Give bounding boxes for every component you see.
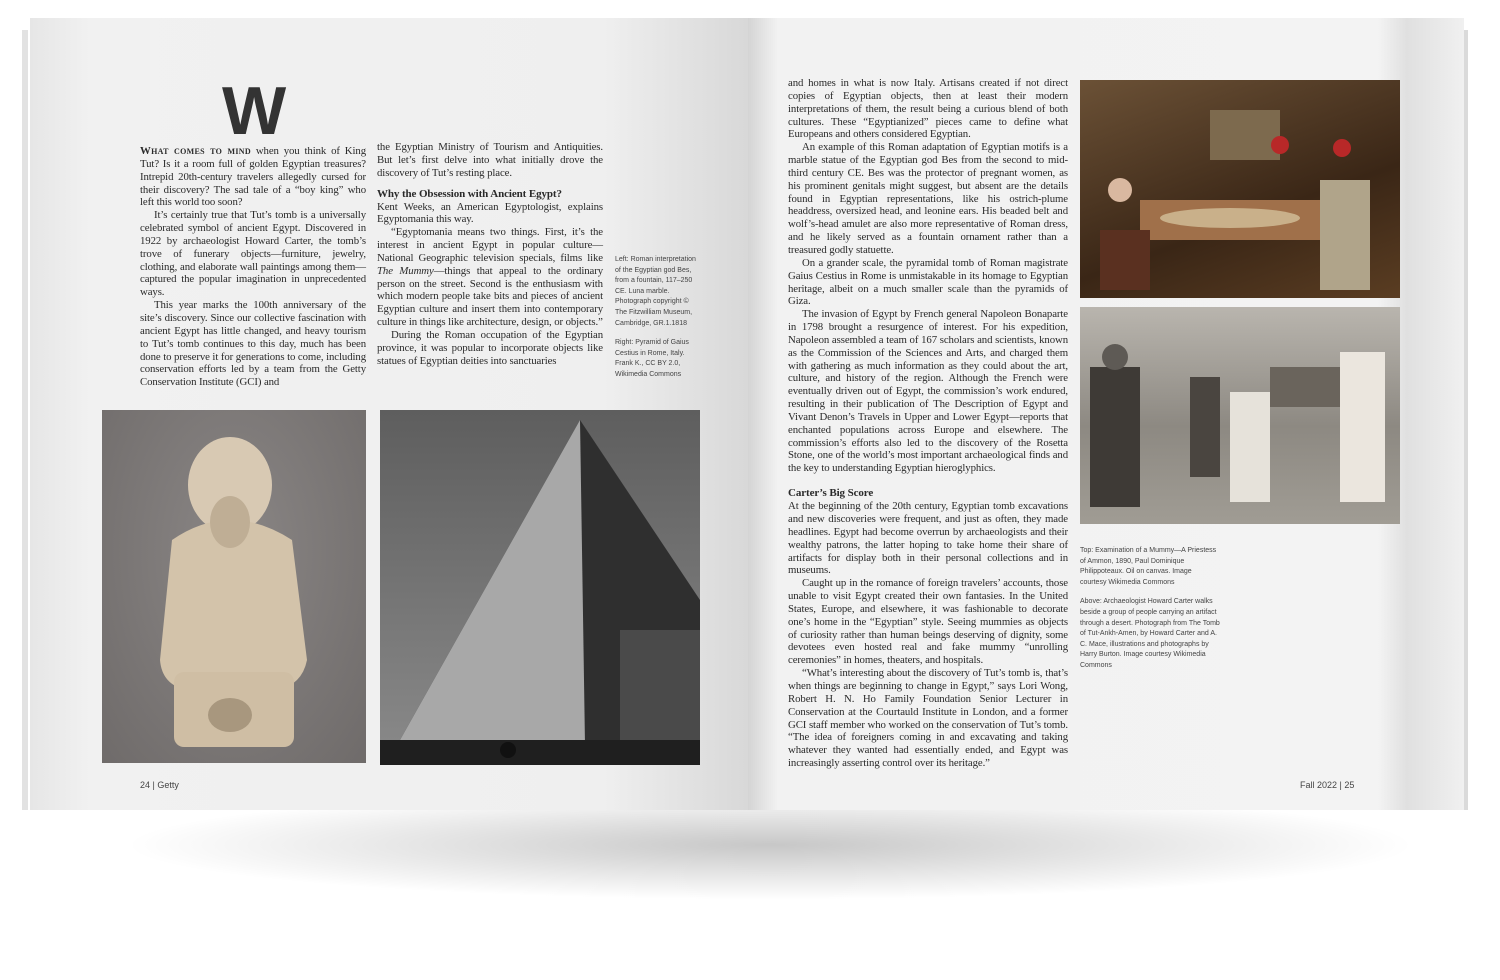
page-edges-left (22, 30, 28, 810)
page-footer-left: 24 | Getty (140, 780, 179, 790)
howard-carter-photograph (1080, 307, 1400, 524)
caption-above: Above: Archaeologist Howard Carter walks beside a group of people carrying an artifact through a desert. Photograph from The Tomb of Tut-Ankh-Amen, by Howard Carter and A. C. Mace, illustrations and photographs by Harry Burton. Image courtesy Wikimedia Commons (1080, 598, 1220, 669)
paragraph: Caught up in the romance of foreign travelers’ accounts, those unable to visit Egypt created their own fantasies. In the United States, Europe, and elsewhere, it was fashionable to decorate one’s home in the “Egyptian” style. Seeing mummies as objects of curiosity rather than human beings deserving of dignity, some devotees even hosted real and fake mummy “unrolling ceremonies” in homes, theaters, and hospitals. (788, 577, 1068, 667)
paragraph: Kent Weeks, an American Egyptologist, explains Egyptomania this way. (377, 200, 603, 226)
paragraph: At the beginning of the 20th century, Egyptian tomb excavations and new discoveries were frequent, and just as often, they made headlines. Egypt had become overrun by archaeologists and their wealthy patrons, the latter hoping to take home their share of artifacts for display both in their personal collections and in museums. (788, 500, 1068, 577)
left-column-2 (377, 141, 603, 368)
bes-statue-image (102, 410, 366, 763)
caption-right: Right: Pyramid of Gaius Cestius in Rome, Italy. Frank K., CC BY 2.0, Wikimedia Commons (615, 339, 689, 378)
paragraph: During the Roman occupation of the Egyptian province, it was popular to incorporate objects like statues of Egyptian deities into sanctuaries (377, 328, 603, 367)
paragraph: the Egyptian Ministry of Tourism and Antiquities. But let’s first delve into what initially drove the discovery of Tut’s resting place. (377, 141, 603, 179)
paragraph: An example of this Roman adaptation of Egyptian motifs is a marble statue of the Egyptian god Bes from the second to mid-third century CE. Bes was the protector of pregnant women, as his prominent genitals might suggest, but absent are the details found in Egyptian representations, like his ostrich-plume headdress, oversized head, and leonine ears. His beaded belt and wolf’s-head amulet are also more representative of Roman dress, and he likely served as a fountain ornament rather than a treasured godly statuette. (788, 141, 1068, 256)
paragraph: This year marks the 100th anniversary of the site’s discovery. Since our collective fascination with ancient Egypt has little changed, and heavy tourism to Tut’s tomb continues to this day, much has been done to preserve it for generations to come, including conservation efforts led by a team from the Getty Conservation Institute (GCI) and (140, 299, 366, 389)
section-heading: Carter’s Big Score (788, 487, 874, 500)
drop-cap: W (222, 73, 287, 149)
caption-top: Top: Examination of a Mummy—A Priestess of Ammon, 1890, Paul Dominique Philippoteaux. Oil on canvas. Image courtesy Wikimedia Commons (1080, 547, 1217, 586)
pyramid-image (380, 410, 700, 765)
paragraph: “What’s interesting about the discovery of Tut’s tomb is, that’s when things are beginning to change in Egypt,” says Lori Wong, Robert H. N. Ho Family Foundation Senior Lecturer in Conservation at the Courtauld Institute in London, and a former GCI staff member who worked on the conservation of Tut’s tomb. “The idea of foreigners coming in and excavating and taking whatever they wanted had essentially ended, and Egypt was increasingly asserting control over its heritage.” (788, 667, 1068, 770)
right-captions (1080, 546, 1220, 681)
paragraph: It’s certainly true that Tut’s tomb is a universally celebrated symbol of ancient Egypt. Discovered in 1922 by archaeologist Howard Carter, the tomb’s trove of funerary objects—furniture, jewelry, clothing, and elaborate wall paintings among them—captured the popular imagination in unprecedented ways. (140, 209, 366, 299)
examination-of-a-mummy-painting (1080, 80, 1400, 298)
left-captions (615, 255, 697, 390)
paragraph: On a grander scale, the pyramidal tomb of Roman magistrate Gaius Cestius in Rome is unmistakable in its homage to Egyptian heritage, albeit on a much smaller scale than the pyramids of Giza. (788, 256, 1068, 308)
section-heading: Why the Obsession with Ancient Egypt? (377, 187, 562, 200)
right-column (788, 77, 1068, 770)
paragraph: What comes to mind when you think of King Tut? Is it a room full of golden Egyptian treasures? Intrepid 20th-century travelers allegedly cursed for their discovery? The sad tale of a “boy king” who left this world too soon? (140, 145, 366, 209)
paragraph: The invasion of Egypt by French general Napoleon Bonaparte in 1798 brought a resurgence of interest. For his expedition, Napoleon assembled a team of 167 scholars and scientists, known as the Commission of the Sciences and Arts, and charged them with gathering as much information as they could about the art, culture, and history of the region. Although the French were eventually driven out of Egypt, the commission’s work endured, resulting in their publication of The Description of Egypt and Vivant Denon’s Travels in Upper and Lower Egypt—reports that enchanted populations across Europe and elsewhere. The commission’s efforts also led to the discovery of the Rosetta Stone, one of the world’s most important archaeological finds and the key to understanding Egyptian hieroglyphics. (788, 308, 1068, 475)
paragraph: and homes in what is now Italy. Artisans created if not direct copies of Egyptian objects, then at least their modern interpretations of them, the result being a curious blend of both cultures. These “Egyptianized” pieces came to define what Europeans and others considered Egyptian. (788, 77, 1068, 141)
left-column-1 (140, 145, 366, 389)
caption-left: Left: Roman interpretation of the Egyptian god Bes, from a fountain, 117–250 CE. Luna marble. Photograph copyright © The Fitzwilliam Museum, Cambridge, GR.1.1818 (615, 256, 696, 327)
paragraph: “Egyptomania means two things. First, it’s the interest in ancient Egypt in popular culture—National Geographic television specials, films like The Mummy—things that appeal to the ordinary person on the street. Second is the enthusiasm with which modern people take bits and pieces of ancient Egyptian culture and insert them into contemporary culture in things like architecture, design, or objects.” (377, 226, 604, 329)
page-footer-right: Fall 2022 | 25 (1300, 780, 1355, 790)
